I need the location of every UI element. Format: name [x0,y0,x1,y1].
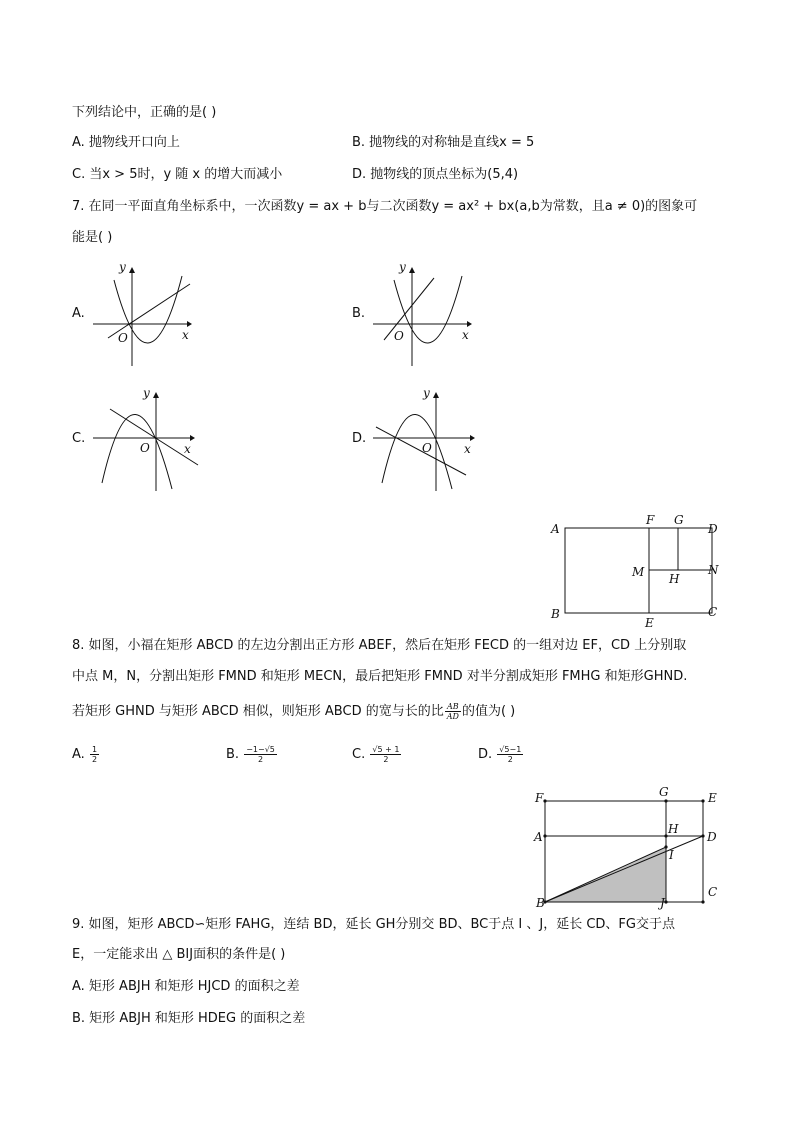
q7-stem-line2: 能是( ) [72,230,113,245]
q9-label-C: C [708,885,718,899]
q6-option-d[interactable]: D. 抛物线的顶点坐标为(5,4) [352,167,519,182]
q7a-y-label: y [119,260,126,274]
q9-label-J: J [660,896,665,910]
q6-option-c[interactable]: C. 当x > 5时，y 随 x 的增大而减小 [72,167,283,182]
q8-label-B: B [551,607,560,621]
q8-line3-suffix: 的值为( ) [461,704,516,719]
q6-option-b[interactable]: B. 抛物线的对称轴是直线x = 5 [352,135,535,150]
q7b-y-label: y [399,260,406,274]
q7d-y-label: y [423,386,430,400]
q8-label-D: D [708,522,718,536]
q7d-x-label: x [464,442,471,456]
q8-ratio-fraction: $\frac{AB}{AD}$ [446,702,459,721]
q7-graph-b [368,258,478,368]
q8-label-F: F [646,513,655,527]
q7b-x-label: x [462,328,469,342]
q9-label-D: D [707,830,717,844]
q7-graph-a [88,258,198,368]
q9-stem-line1: 9. 如图，矩形 ABCD∽矩形 FAHG，连结 BD，延长 GH分别交 BD、BC于点 I 、J，延长 CD、FG交于点 [72,917,675,932]
q8-option-b-fraction: $\frac{-1-√5}{2}$ [246,745,275,764]
q8-option-d-fraction: $\frac{√5-1}{2}$ [499,745,522,764]
q8-option-a-fraction: $\frac{1}{2}$ [91,745,98,764]
q6-option-a[interactable]: A. 抛物线开口向上 [72,135,180,150]
q8-option-c[interactable]: C. $\frac{√5 + 1}{2}$ [352,745,400,764]
q7c-x-label: x [184,442,191,456]
q8-figure [545,508,730,633]
q9-label-B: B [536,896,545,910]
q7c-y-label: y [143,386,150,400]
q6-stem: 下列结论中，正确的是( ) [72,105,217,120]
q9-option-b[interactable]: B. 矩形 ABJH 和矩形 HDEG 的面积之差 [72,1011,306,1026]
q8-option-b[interactable]: B. $\frac{-1-√5}{2}$ [226,745,275,764]
q8-label-M: M [632,565,645,579]
q7c-origin-label: O [140,441,150,455]
q7-option-b-label[interactable]: B. [352,306,366,321]
q8-label-G: G [674,513,684,527]
q8-stem-line3 [72,702,515,721]
q7a-origin-label: O [118,331,128,345]
q9-stem-line2: E，一定能求出 △ BIJ面积的条件是( ) [72,947,286,962]
q7-option-d-label[interactable]: D. [352,431,367,446]
q7a-x-label: x [182,328,189,342]
q7-graph-d [370,383,480,493]
q7-option-c-label[interactable]: C. [72,431,86,446]
q9-label-I: I [669,848,674,862]
q8-option-a[interactable]: A. $\frac{1}{2}$ [72,745,98,764]
q8-option-d[interactable]: D. $\frac{√5-1}{2}$ [478,745,522,764]
q8-label-N: N [708,563,719,577]
q7d-origin-label: O [422,441,432,455]
q9-label-F: F [535,791,544,805]
q7-graph-c [90,383,200,493]
q7-stem-line1: 7. 在同一平面直角坐标系中，一次函数y = ax + b与二次函数y = ax² + bx(a,b为常数，且a ≠ 0)的图象可 [72,199,698,214]
q8-stem-line1: 8. 如图，小福在矩形 ABCD 的左边分割出正方形 ABEF，然后在矩形 FECD 的一组对边 EF，CD 上分别取 [72,638,687,653]
q7b-origin-label: O [394,329,404,343]
q9-label-H: H [668,822,679,836]
q9-option-a[interactable]: A. 矩形 ABJH 和矩形 HJCD 的面积之差 [72,979,300,994]
q8-label-C: C [708,605,718,619]
q8-line3-prefix: 若矩形 GHND 与矩形 ABCD 相似，则矩形 ABCD 的宽与长的比 [72,704,444,719]
q8-option-c-fraction: $\frac{√5 + 1}{2}$ [372,745,400,764]
q9-label-G: G [659,785,669,799]
q8-label-A: A [551,522,560,536]
q9-label-E: E [708,791,717,805]
q7-option-a-label[interactable]: A. [72,306,85,321]
q9-figure [530,784,725,909]
q8-stem-line2: 中点 M，N，分割出矩形 FMND 和矩形 MECN，最后把矩形 FMND 对半分割成矩形 FMHG 和矩形GHND. [72,669,688,684]
q8-label-E: E [645,616,654,630]
q8-label-H: H [669,572,680,586]
q9-label-A: A [534,830,543,844]
